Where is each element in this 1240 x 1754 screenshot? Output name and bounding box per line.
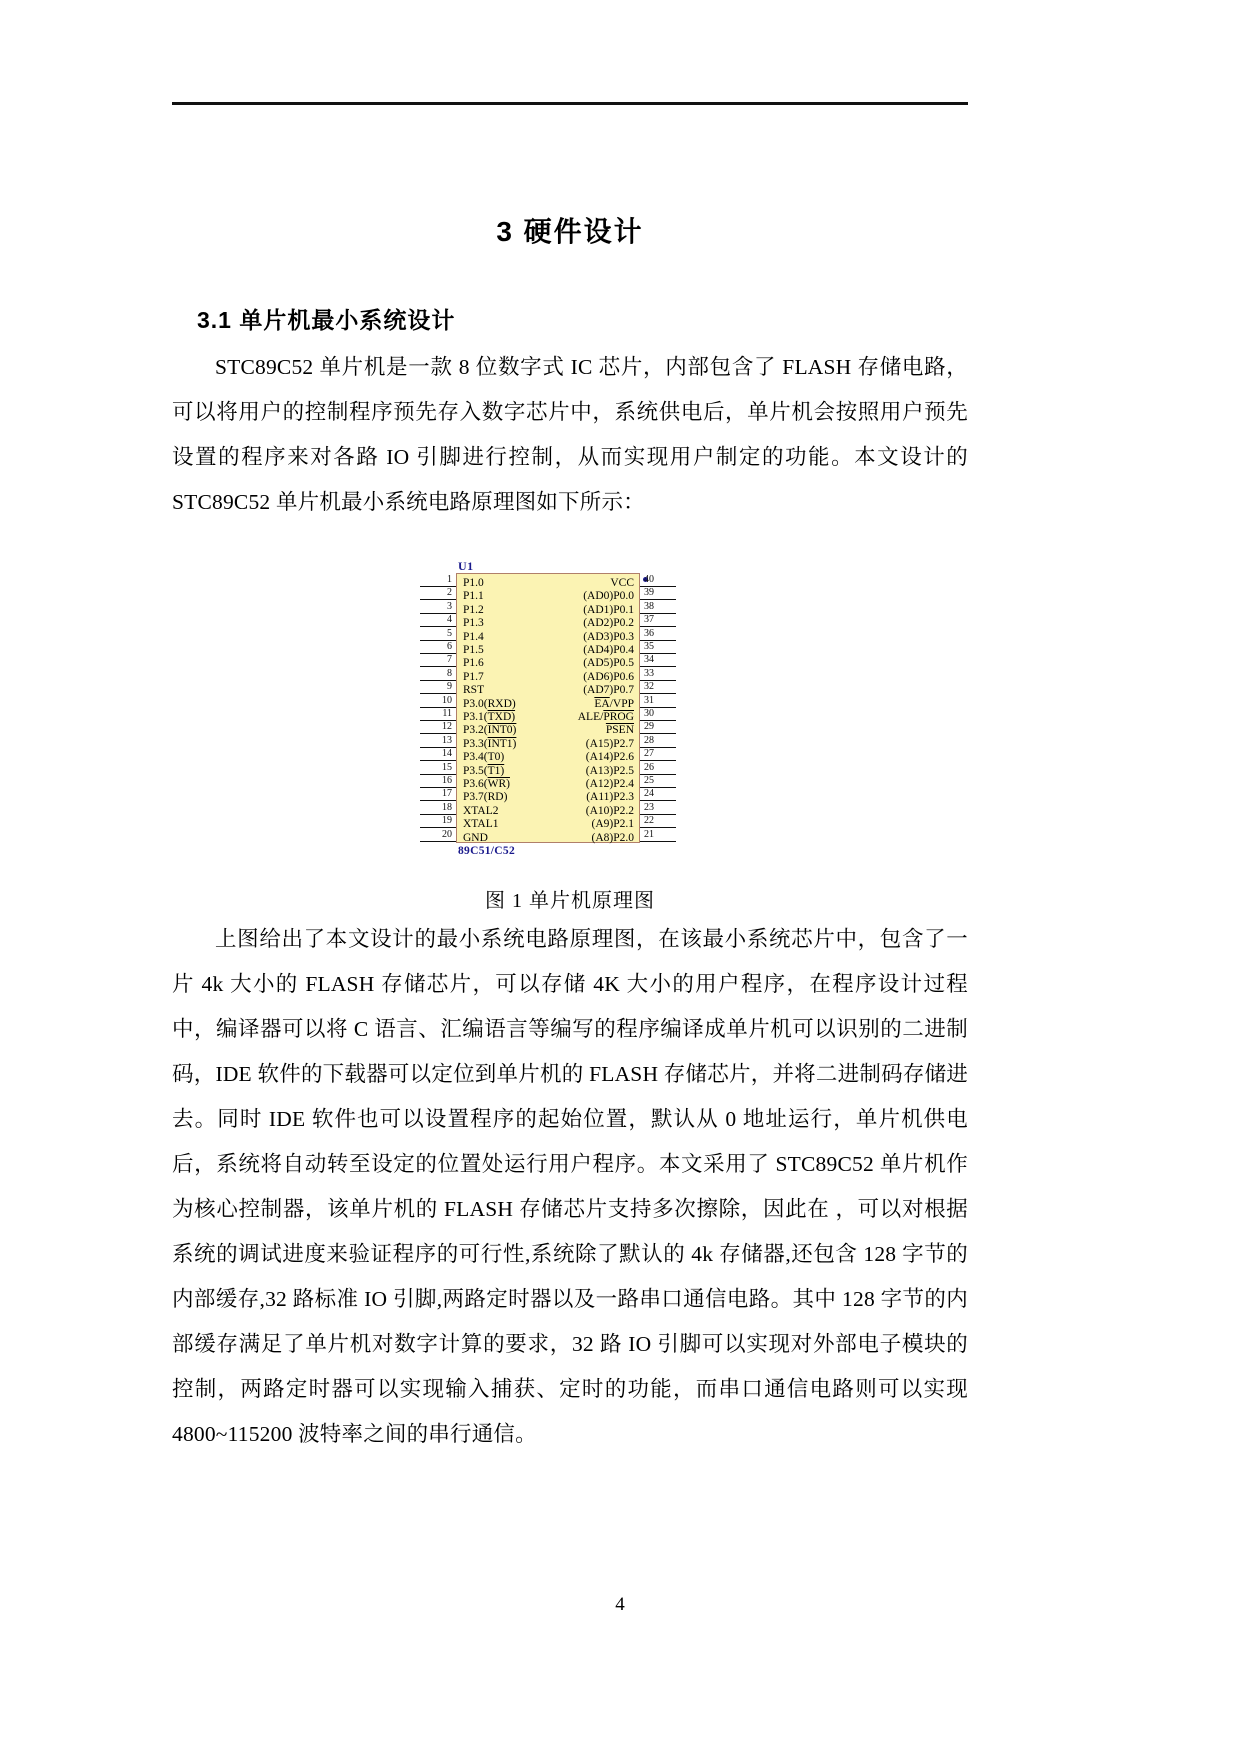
pin-row bbox=[457, 590, 639, 604]
pin-number-right: 36 bbox=[644, 627, 654, 639]
pin-right-label: PSEN bbox=[605, 724, 634, 737]
pin-number-left: 8 bbox=[447, 667, 452, 679]
pin-left-label: P3.6(WR) bbox=[463, 778, 510, 790]
pin-left-label: P1.2 bbox=[463, 603, 484, 616]
pin-number-right: 31 bbox=[644, 694, 654, 706]
intro-paragraph: STC89C52 单片机是一款 8 位数字式 IC 芯片，内部包含了 FLASH 存储电路，可以将用户的控制程序预先存入数字芯片中，系统供电后，单片机会按照用户预先设置的程序来对各路 IO 引脚进行控制，从而实现用户制定的功能。本文设计的 STC89C52 单片机最小系统电路原理图如下所示： bbox=[172, 355, 968, 514]
pin-number-right: 23 bbox=[644, 801, 654, 813]
pin-number-left: 17 bbox=[442, 788, 452, 800]
pin-right-label: (AD2)P0.2 bbox=[583, 617, 634, 630]
pin-number-right: 27 bbox=[644, 748, 654, 760]
pin-number-left: 15 bbox=[442, 761, 452, 773]
pin-number-left: 19 bbox=[442, 815, 452, 827]
pin-number-right: 21 bbox=[644, 828, 654, 840]
pin-number-right: 33 bbox=[644, 667, 654, 679]
pin-number-right: 37 bbox=[644, 614, 654, 626]
pin-right-label: (A13)P2.5 bbox=[585, 764, 634, 777]
pin-right-label: (A9)P2.1 bbox=[591, 818, 634, 831]
pin-number-right: 38 bbox=[644, 600, 654, 612]
pin-left-label: P3.3(INT1) bbox=[463, 737, 517, 750]
header-rule bbox=[172, 102, 968, 105]
pin-left-label: GND bbox=[463, 831, 488, 844]
chip-body bbox=[456, 573, 640, 843]
pin-left-label: P1.3 bbox=[463, 617, 484, 630]
pin-row bbox=[457, 738, 639, 752]
schematic-diagram bbox=[420, 559, 720, 859]
pin-number-left: 4 bbox=[447, 614, 452, 626]
pin-lead-right bbox=[640, 841, 676, 842]
pin-left-label: P1.1 bbox=[463, 590, 484, 603]
pin-number-left: 7 bbox=[447, 654, 452, 666]
figure-caption: 图 1 单片机原理图 bbox=[485, 890, 655, 912]
pin-left-label: P1.5 bbox=[463, 644, 484, 656]
pin-right-label: (AD6)P0.6 bbox=[583, 670, 634, 683]
pin-row bbox=[457, 751, 639, 765]
pin-right-label: (A8)P2.0 bbox=[591, 831, 634, 844]
pin-row bbox=[457, 604, 639, 618]
pin-number-right: 26 bbox=[644, 761, 654, 773]
pin-right-label: (AD0)P0.0 bbox=[583, 590, 634, 603]
pin-row bbox=[457, 684, 639, 698]
pin-row bbox=[457, 698, 639, 712]
pin-row bbox=[457, 818, 639, 832]
section-title: 3.1 单片机最小系统设计 bbox=[197, 307, 456, 333]
pin-row bbox=[457, 778, 639, 792]
pin-right-label: ALE/PROG bbox=[577, 711, 634, 723]
pin-row bbox=[457, 671, 639, 685]
pin-left-label: P3.5(T1) bbox=[463, 764, 505, 777]
pin-left-label: XTAL2 bbox=[463, 804, 499, 817]
pin-left-label: P3.2(INT0) bbox=[463, 724, 517, 737]
pin-left-label: XTAL1 bbox=[463, 818, 499, 831]
page-number: 4 bbox=[615, 1594, 625, 1615]
pin-right-label: (AD1)P0.1 bbox=[583, 603, 634, 616]
pin-number-right: 24 bbox=[644, 788, 654, 800]
pin-left-label: P3.7(RD) bbox=[463, 791, 508, 804]
refdes-label: U1 bbox=[458, 559, 474, 573]
pin-row bbox=[457, 791, 639, 805]
pin-number-left: 13 bbox=[442, 734, 452, 746]
pin-lead-left bbox=[420, 841, 456, 842]
pin-number-left: 18 bbox=[442, 801, 452, 813]
pin-number-right: 39 bbox=[644, 587, 654, 599]
pin-left-label: P3.0(RXD) bbox=[463, 697, 516, 710]
body-paragraph: 上图给出了本文设计的最小系统电路原理图，在该最小系统芯片中，包含了一片 4k 大小的 FLASH 存储芯片，可以存储 4K 大小的用户程序，在程序设计过程中，编译器可以将 C 语言、汇编语言等编写的程序编译成单片机可以识别的二进制码，IDE 软件的下载器可以定位到单片机的 FLASH 存储芯片，并将二进制码存储进去。同时 IDE 软件也可以设置程序的起始位置，默认从 0 地址运行，单片机供电后，系统将自动转至设定的位置处运行用户程序。本文采用了 STC89C52 单片机作为核心控制器，该单片机的 FLASH 存储芯片支持多次擦除，因此在 ，可以对根据系统的调试进度来验证程序的可行性,系统除了默认的 4k 存储器,还包含 128 字节的内部缓存,32 路标准 IO 引脚,两路定时器以及一路串口通信电路。其中 128 字节的内部缓存满足了单片机对数字计算的要求，32 路 IO 引脚可以实现对外部电子模块的控制，两路定时器可以实现输入捕获、定时的功能，而串口通信电路则可以实现 4800~115200 波特率之间的串行通信。 bbox=[172, 927, 968, 1446]
pin-row bbox=[457, 805, 639, 819]
pin-number-right: 35 bbox=[644, 641, 654, 652]
pin-number-right: 32 bbox=[644, 681, 654, 693]
pin-number-left: 16 bbox=[442, 775, 452, 786]
pin-right-label: (AD3)P0.3 bbox=[583, 630, 634, 643]
pin-left-label: P3.4(T0) bbox=[463, 751, 505, 764]
pin-right-label: (AD7)P0.7 bbox=[583, 684, 634, 697]
pin-right-label: $\overline{EA}$/VPP bbox=[594, 697, 634, 710]
pin-number-right: 28 bbox=[644, 734, 654, 746]
pin-row bbox=[457, 644, 639, 658]
pin-number-right: 40 bbox=[644, 574, 654, 585]
part-number-label: 89C51/C52 bbox=[458, 845, 516, 857]
pin-number-right: 29 bbox=[644, 721, 654, 733]
pin-number-left: 6 bbox=[447, 641, 452, 652]
pin-row bbox=[457, 657, 639, 671]
pin-left-label: RST bbox=[463, 684, 485, 697]
pin-right-label: (A14)P2.6 bbox=[585, 751, 634, 764]
pin-number-left: 20 bbox=[442, 828, 452, 840]
pin-number-right: 25 bbox=[644, 775, 654, 786]
pin-row bbox=[457, 577, 639, 591]
pin-row bbox=[457, 724, 639, 738]
pin-right-label: (A11)P2.3 bbox=[586, 791, 634, 804]
pin-number-left: 3 bbox=[447, 600, 452, 612]
pin-right-label: VCC bbox=[610, 577, 634, 589]
pin-row bbox=[457, 765, 639, 779]
pin-number-left: 1 bbox=[447, 574, 452, 585]
figure-block bbox=[172, 559, 968, 913]
pin-right-label: (A15)P2.7 bbox=[585, 737, 634, 750]
pin-number-left: 12 bbox=[442, 721, 452, 733]
pin-right-label: (AD5)P0.5 bbox=[583, 657, 634, 670]
pin-number-left: 9 bbox=[447, 681, 452, 693]
pin-number-right: 30 bbox=[644, 708, 654, 719]
pin-row bbox=[457, 711, 639, 725]
pin-row bbox=[457, 631, 639, 645]
pin-right-label: (AD4)P0.4 bbox=[583, 644, 634, 656]
pin-number-left: 10 bbox=[442, 694, 452, 706]
pin-row bbox=[457, 832, 639, 846]
chapter-title: 3 硬件设计 bbox=[496, 216, 644, 247]
pin-number-left: 5 bbox=[447, 627, 452, 639]
pin-right-label: (A10)P2.2 bbox=[585, 804, 634, 817]
pin-left-label: P1.0 bbox=[463, 577, 484, 589]
pin-left-label: P3.1(TXD) bbox=[463, 711, 516, 723]
pin-row bbox=[457, 617, 639, 631]
page-content bbox=[172, 150, 968, 1457]
pin-number-right: 34 bbox=[644, 654, 654, 666]
pin-left-label: P1.6 bbox=[463, 657, 484, 670]
pin-left-label: P1.4 bbox=[463, 630, 484, 643]
pin-number-left: 14 bbox=[442, 748, 452, 760]
pin-number-left: 11 bbox=[442, 708, 452, 719]
pin-right-label: (A12)P2.4 bbox=[585, 778, 634, 790]
pin-number-left: 2 bbox=[447, 587, 452, 599]
pin-number-right: 22 bbox=[644, 815, 654, 827]
pin-left-label: P1.7 bbox=[463, 670, 484, 683]
